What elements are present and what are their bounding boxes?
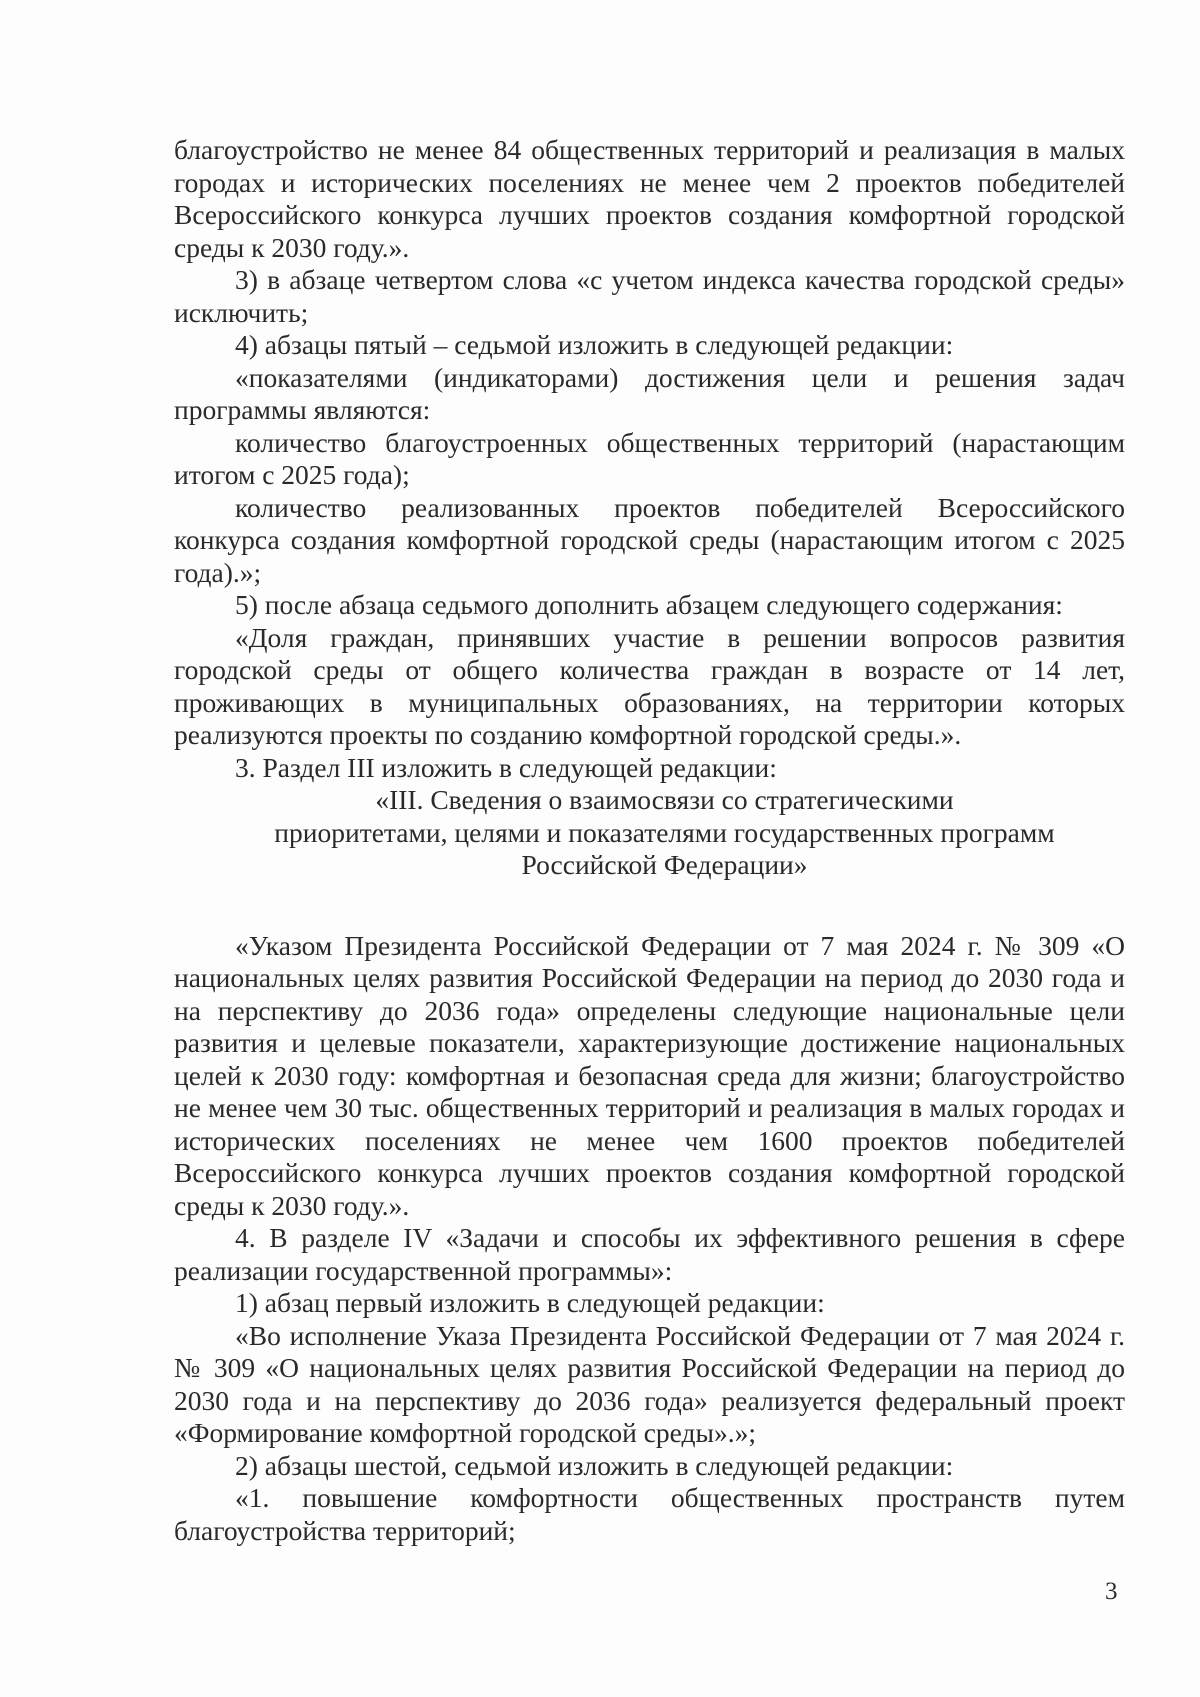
paragraph: 3. Раздел III изложить в следующей редакции: — [235, 751, 777, 783]
paragraph: 3) в абзаце четвертом слова «с учетом индекса качества городской среды» исключить; — [174, 264, 1125, 328]
paragraph: «Доля граждан, принявших участие в решении вопросов развития городской среды от общего количества граждан в возрасте от 14 лет, проживающих в муниципальных образованиях, на территории которых реализуются проекты по созданию комфортной городской среды.». — [174, 621, 1125, 750]
section-heading-line-3: Российской Федерации» — [521, 849, 808, 880]
paragraph: 4. В разделе IV «Задачи и способы их эффективного решения в сфере реализации государственной программы»: — [174, 1222, 1125, 1286]
spacer — [174, 882, 1125, 930]
paragraph: «Во исполнение Указа Президента Российской Федерации от 7 мая 2024 г. № 309 «О национальных целях развития Российской Федерации на период до 2030 года и на перспективу до 2036 года» реализуется федеральный проект «Формирование комфортной городской среды».»; — [174, 1319, 1125, 1448]
document-body — [174, 134, 1125, 1547]
paragraph: количество реализованных проектов победителей Всероссийского конкурса создания комфортной городской среды (нарастающим итогом с 2025 года).»; — [174, 491, 1125, 588]
paragraph: 2) абзацы шестой, седьмой изложить в следующей редакции: — [235, 1449, 954, 1481]
section-heading — [174, 784, 1125, 882]
text-block-part2 — [174, 930, 1125, 1548]
paragraph: количество благоустроенных общественных территорий (нарастающим итогом с 2025 года); — [174, 426, 1125, 490]
section-heading-line-1: «III. Сведения о взаимосвязи со стратегическими — [375, 784, 954, 815]
paragraph: 5) после абзаца седьмого дополнить абзацем следующего содержания: — [235, 589, 1063, 620]
paragraph: «показателями (индикаторами) достижения цели и решения задач программы являются: — [174, 361, 1125, 425]
paragraph: «1. повышение комфортности общественных пространств путем благоустройства территорий; — [174, 1482, 1125, 1546]
text-block-part1 — [174, 134, 1125, 784]
page-number: 3 — [1105, 1578, 1118, 1605]
paragraph: 1) абзац первый изложить в следующей редакции: — [235, 1287, 825, 1318]
section-heading-line-2: приоритетами, целями и показателями государственных программ — [274, 816, 1055, 848]
paragraph: благоустройство не менее 84 общественных территорий и реализация в малых городах и исторических поселениях не менее чем 2 проектов победителей Всероссийского конкурса лучших проектов создания комфортной городской среды к 2030 году.». — [174, 134, 1125, 263]
paragraph: «Указом Президента Российской Федерации от 7 мая 2024 г. № 309 «О национальных целях развития Российской Федерации на период до 2030 года и на перспективу до 2036 года» определены следующие национальные цели развития и целевые показатели, характеризующие достижение национальных целей к 2030 году: комфортная и безопасная среда для жизни; благоустройство не менее чем 30 тыс. общественных территорий и реализация в малых городах и исторических поселениях не менее чем 1600 проектов победителей Всероссийского конкурса лучших проектов создания комфортной городской среды к 2030 году.». — [174, 929, 1125, 1221]
paragraph: 4) абзацы пятый – седьмой изложить в следующей редакции: — [235, 329, 954, 360]
